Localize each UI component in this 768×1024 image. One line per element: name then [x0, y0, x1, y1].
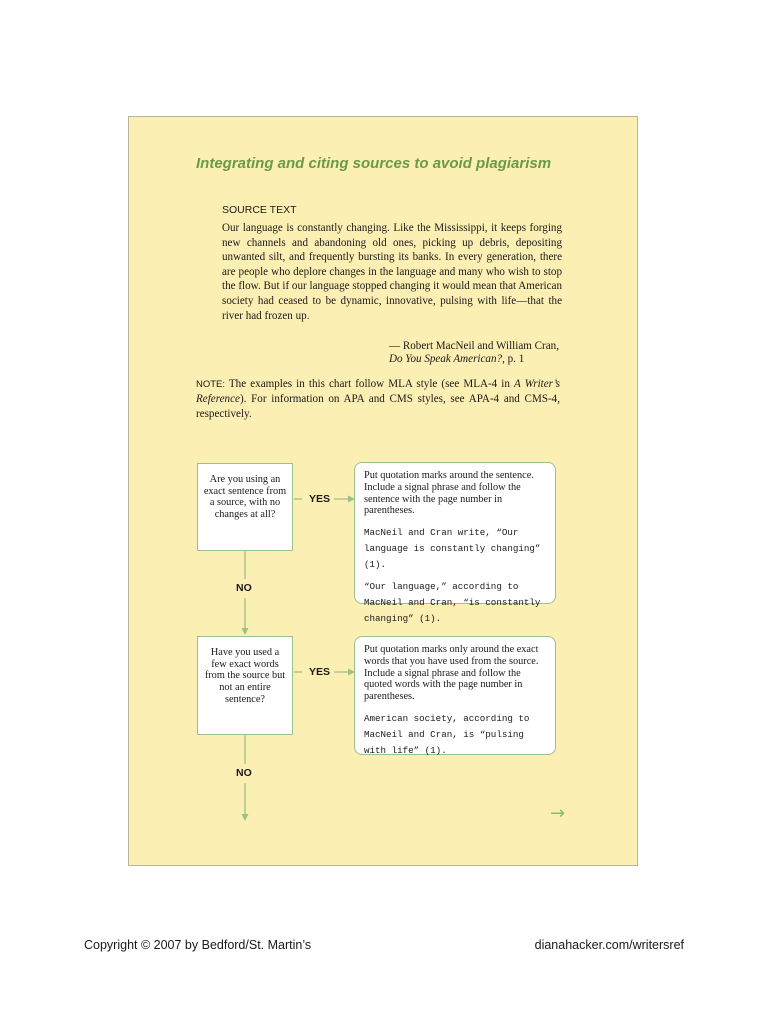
source-text-passage: Our language is constantly changing. Like the Mississippi, it keeps forging new channels and abandoning old ones, picking up debris, depositing unwanted silt, and frequently bursting its banks. In every generation, there are people who deplore changes in the language and many who wish to stop the flow. But if our language stopped changing it would mean that American society had ceased to be dynamic, innovative, pulsing with life—that the river had frozen up. — [222, 222, 562, 322]
attribution-authors: — Robert MacNeil and William Cran, — [388, 340, 559, 352]
q1-yes-label: YES — [309, 493, 331, 505]
answer-1-example-1: MacNeil and Cran write, “Our language is constantly changing” (1). — [364, 527, 541, 571]
answer-1-instruction: Put quotation marks around the sentence. Include a signal phrase and follow the sentence with the page number in parentheses. — [364, 470, 534, 517]
reference-card — [128, 116, 638, 866]
q2-no-label: NO — [236, 767, 252, 779]
question-box-1: Are you using an exact sentence from a source, with no changes at all? — [197, 463, 293, 551]
answer-2-instruction: Put quotation marks only around the exact words that you have used from the source. Include a signal phrase and follow the quoted words with the page number in parentheses. — [364, 644, 539, 703]
right-arrow-icon[interactable]: → — [550, 803, 566, 824]
answer-2-example-1: American society, according to MacNeil and Cran, is “pulsing with life” (1). — [364, 712, 530, 756]
note-reference-title: A Writer’s Reference — [196, 378, 560, 405]
answer-box-1 — [354, 462, 556, 625]
q1-no-arrowhead — [242, 628, 249, 635]
source-text-label: SOURCE TEXT — [222, 204, 297, 216]
note-label: NOTE: — [196, 379, 226, 390]
attribution-page: , p. 1 — [502, 353, 525, 365]
card-title: Integrating and citing sources to avoid plagiarism — [196, 155, 552, 172]
question-box-2: Have you used a few exact words from the source but not an entire sentence? — [197, 636, 293, 735]
note-text-after: ). For information on APA and CMS styles, see APA-4 and CMS-4, respectively. — [196, 393, 560, 420]
footer-url: dianahacker.com/writersref — [534, 938, 684, 952]
q2-no-arrowhead — [242, 814, 249, 821]
copyright-notice: Copyright © 2007 by Bedford/St. Martin’s — [84, 938, 312, 952]
answer-1-example-2: “Our language,” according to MacNeil and Cran, “is constantly changing” (1). — [364, 581, 541, 625]
q1-no-label: NO — [236, 582, 252, 594]
attribution-book-title: Do You Speak American? — [388, 353, 503, 365]
q2-yes-label: YES — [309, 666, 331, 678]
answer-box-2 — [354, 636, 556, 755]
note-text-before: The examples in this chart follow MLA style (see MLA-4 in — [225, 378, 514, 390]
